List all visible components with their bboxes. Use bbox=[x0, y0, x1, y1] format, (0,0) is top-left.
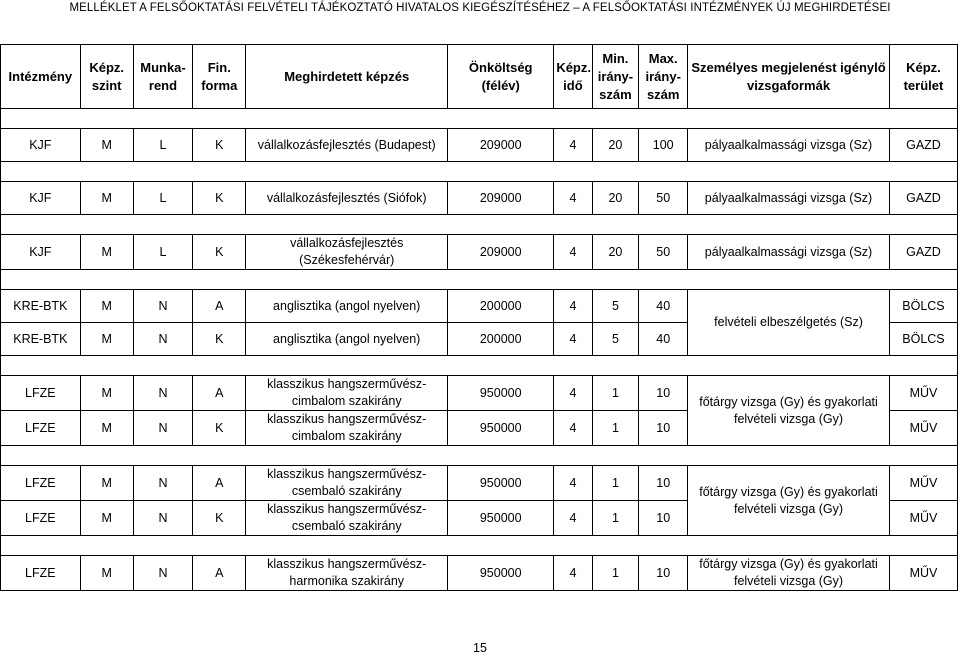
page-number: 15 bbox=[473, 641, 487, 655]
cell-max-iranyszam: 40 bbox=[639, 323, 688, 356]
table-row bbox=[1, 466, 958, 501]
cell-intezmeny: KJF bbox=[1, 235, 81, 270]
col-header-intezmeny: Intézmény bbox=[1, 45, 81, 109]
cell-kepz-ido: 4 bbox=[554, 501, 592, 536]
cell-kepz-ido: 4 bbox=[554, 129, 592, 162]
separator-row bbox=[1, 356, 958, 376]
cell-min-iranyszam: 1 bbox=[592, 411, 639, 446]
cell-onkoltseg: 200000 bbox=[448, 323, 554, 356]
cell-vizsgaforma-merged: főtárgy vizsga (Gy) és gyakorlati felvételi vizsga (Gy) bbox=[688, 376, 890, 446]
cell-munkarend: N bbox=[133, 411, 192, 446]
cell-kepzes: klasszikus hangszerművész-harmonika szakirány bbox=[246, 556, 448, 591]
cell-munkarend: N bbox=[133, 556, 192, 591]
separator-row bbox=[1, 446, 958, 466]
cell-intezmeny: KRE-BTK bbox=[1, 290, 81, 323]
cell-max-iranyszam: 10 bbox=[639, 376, 688, 411]
separator-row bbox=[1, 162, 958, 182]
separator-row bbox=[1, 109, 958, 129]
cell-kepz-terulet: MŰV bbox=[889, 466, 957, 501]
cell-kepz-ido: 4 bbox=[554, 466, 592, 501]
cell-munkarend: L bbox=[133, 182, 192, 215]
cell-onkoltseg: 209000 bbox=[448, 235, 554, 270]
cell-kepz-ido: 4 bbox=[554, 376, 592, 411]
cell-kepz-terulet: BÖLCS bbox=[889, 323, 957, 356]
cell-fin-forma: K bbox=[193, 323, 246, 356]
cell-szint: M bbox=[80, 501, 133, 536]
separator-row bbox=[1, 536, 958, 556]
cell-munkarend: L bbox=[133, 129, 192, 162]
cell-szint: M bbox=[80, 466, 133, 501]
cell-szint: M bbox=[80, 411, 133, 446]
cell-fin-forma: K bbox=[193, 235, 246, 270]
col-header-fin-forma: Fin. forma bbox=[193, 45, 246, 109]
cell-munkarend: N bbox=[133, 376, 192, 411]
cell-min-iranyszam: 1 bbox=[592, 556, 639, 591]
cell-vizsgaforma-merged: felvételi elbeszélgetés (Sz) bbox=[688, 290, 890, 356]
cell-max-iranyszam: 50 bbox=[639, 182, 688, 215]
cell-kepz-terulet: BÖLCS bbox=[889, 290, 957, 323]
cell-munkarend: L bbox=[133, 235, 192, 270]
cell-kepz-terulet: GAZD bbox=[889, 235, 957, 270]
cell-min-iranyszam: 1 bbox=[592, 376, 639, 411]
table-row bbox=[1, 290, 958, 323]
col-header-meghirdetett-kepzes: Meghirdetett képzés bbox=[246, 45, 448, 109]
cell-min-iranyszam: 20 bbox=[592, 129, 639, 162]
col-header-max-iranyszam: Max. irány- szám bbox=[639, 45, 688, 109]
cell-onkoltseg: 950000 bbox=[448, 556, 554, 591]
cell-fin-forma: A bbox=[193, 466, 246, 501]
cell-intezmeny: KJF bbox=[1, 182, 81, 215]
col-header-vizsgaformak: Személyes megjelenést igénylő vizsgaformák bbox=[688, 45, 890, 109]
cell-szint: M bbox=[80, 235, 133, 270]
document-header: MELLÉKLET A FELSŐOKTATÁSI FELVÉTELI TÁJÉKOZTATÓ HIVATALOS KIEGÉSZÍTÉSÉHEZ – A FELSŐOKTATÁSI INTÉZMÉNYEK ÚJ MEGHIRDETÉSEI bbox=[69, 2, 891, 14]
cell-intezmeny: KJF bbox=[1, 129, 81, 162]
separator-row bbox=[1, 270, 958, 290]
cell-munkarend: N bbox=[133, 466, 192, 501]
cell-max-iranyszam: 100 bbox=[639, 129, 688, 162]
cell-min-iranyszam: 1 bbox=[592, 501, 639, 536]
cell-szint: M bbox=[80, 556, 133, 591]
cell-vizsgaforma: pályaalkalmassági vizsga (Sz) bbox=[688, 129, 890, 162]
cell-fin-forma: A bbox=[193, 290, 246, 323]
cell-fin-forma: K bbox=[193, 411, 246, 446]
cell-kepz-ido: 4 bbox=[554, 235, 592, 270]
cell-vizsgaforma: pályaalkalmassági vizsga (Sz) bbox=[688, 182, 890, 215]
cell-kepzes: klasszikus hangszerművész-csembaló szakirány bbox=[246, 466, 448, 501]
cell-kepz-terulet: MŰV bbox=[889, 376, 957, 411]
cell-kepz-terulet: MŰV bbox=[889, 501, 957, 536]
cell-fin-forma: K bbox=[193, 501, 246, 536]
cell-onkoltseg: 209000 bbox=[448, 182, 554, 215]
cell-kepz-ido: 4 bbox=[554, 323, 592, 356]
table-row bbox=[1, 376, 958, 411]
cell-onkoltseg: 950000 bbox=[448, 411, 554, 446]
cell-kepzes: klasszikus hangszerművész-csembaló szakirány bbox=[246, 501, 448, 536]
col-header-kepz-szint: Képz. szint bbox=[80, 45, 133, 109]
cell-fin-forma: K bbox=[193, 129, 246, 162]
cell-min-iranyszam: 5 bbox=[592, 290, 639, 323]
separator-row bbox=[1, 215, 958, 235]
cell-kepz-ido: 4 bbox=[554, 290, 592, 323]
cell-vizsgaforma: pályaalkalmassági vizsga (Sz) bbox=[688, 235, 890, 270]
cell-kepz-terulet: MŰV bbox=[889, 411, 957, 446]
cell-munkarend: N bbox=[133, 323, 192, 356]
cell-max-iranyszam: 10 bbox=[639, 556, 688, 591]
cell-intezmeny: LFZE bbox=[1, 466, 81, 501]
cell-kepz-terulet: MŰV bbox=[889, 556, 957, 591]
cell-onkoltseg: 950000 bbox=[448, 466, 554, 501]
table-row bbox=[1, 556, 958, 591]
cell-kepz-ido: 4 bbox=[554, 556, 592, 591]
cell-min-iranyszam: 20 bbox=[592, 235, 639, 270]
table-row bbox=[1, 235, 958, 270]
cell-onkoltseg: 200000 bbox=[448, 290, 554, 323]
cell-intezmeny: LFZE bbox=[1, 501, 81, 536]
col-header-kepz-terulet: Képz. terület bbox=[889, 45, 957, 109]
cell-intezmeny: LFZE bbox=[1, 411, 81, 446]
cell-onkoltseg: 209000 bbox=[448, 129, 554, 162]
cell-max-iranyszam: 10 bbox=[639, 501, 688, 536]
cell-munkarend: N bbox=[133, 290, 192, 323]
cell-max-iranyszam: 40 bbox=[639, 290, 688, 323]
cell-vizsgaforma-merged: főtárgy vizsga (Gy) és gyakorlati felvételi vizsga (Gy) bbox=[688, 466, 890, 536]
table-row bbox=[1, 182, 958, 215]
table-header-row bbox=[1, 45, 958, 109]
cell-szint: M bbox=[80, 182, 133, 215]
cell-szint: M bbox=[80, 323, 133, 356]
cell-fin-forma: A bbox=[193, 556, 246, 591]
cell-min-iranyszam: 1 bbox=[592, 466, 639, 501]
col-header-onkoltseg: Önköltség (félév) bbox=[448, 45, 554, 109]
programs-table bbox=[0, 44, 958, 591]
cell-onkoltseg: 950000 bbox=[448, 501, 554, 536]
cell-min-iranyszam: 5 bbox=[592, 323, 639, 356]
cell-kepzes: vállalkozásfejlesztés (Székesfehérvár) bbox=[246, 235, 448, 270]
cell-fin-forma: K bbox=[193, 182, 246, 215]
cell-kepz-terulet: GAZD bbox=[889, 182, 957, 215]
cell-kepzes: klasszikus hangszerművész-cimbalom szakirány bbox=[246, 411, 448, 446]
cell-max-iranyszam: 10 bbox=[639, 466, 688, 501]
cell-max-iranyszam: 50 bbox=[639, 235, 688, 270]
cell-kepzes: vállalkozásfejlesztés (Budapest) bbox=[246, 129, 448, 162]
col-header-min-iranyszam: Min. irány- szám bbox=[592, 45, 639, 109]
cell-intezmeny: LFZE bbox=[1, 556, 81, 591]
cell-kepz-ido: 4 bbox=[554, 182, 592, 215]
cell-szint: M bbox=[80, 129, 133, 162]
cell-szint: M bbox=[80, 290, 133, 323]
cell-onkoltseg: 950000 bbox=[448, 376, 554, 411]
cell-kepzes: vállalkozásfejlesztés (Siófok) bbox=[246, 182, 448, 215]
cell-vizsgaforma: főtárgy vizsga (Gy) és gyakorlati felvételi vizsga (Gy) bbox=[688, 556, 890, 591]
cell-kepzes: anglisztika (angol nyelven) bbox=[246, 323, 448, 356]
cell-kepz-terulet: GAZD bbox=[889, 129, 957, 162]
cell-kepzes: klasszikus hangszerművész-cimbalom szakirány bbox=[246, 376, 448, 411]
cell-intezmeny: KRE-BTK bbox=[1, 323, 81, 356]
cell-max-iranyszam: 10 bbox=[639, 411, 688, 446]
cell-fin-forma: A bbox=[193, 376, 246, 411]
cell-intezmeny: LFZE bbox=[1, 376, 81, 411]
col-header-kepz-ido: Képz. idő bbox=[554, 45, 592, 109]
table-row bbox=[1, 129, 958, 162]
cell-kepz-ido: 4 bbox=[554, 411, 592, 446]
cell-szint: M bbox=[80, 376, 133, 411]
cell-munkarend: N bbox=[133, 501, 192, 536]
cell-kepzes: anglisztika (angol nyelven) bbox=[246, 290, 448, 323]
cell-min-iranyszam: 20 bbox=[592, 182, 639, 215]
col-header-munkarend: Munka- rend bbox=[133, 45, 192, 109]
